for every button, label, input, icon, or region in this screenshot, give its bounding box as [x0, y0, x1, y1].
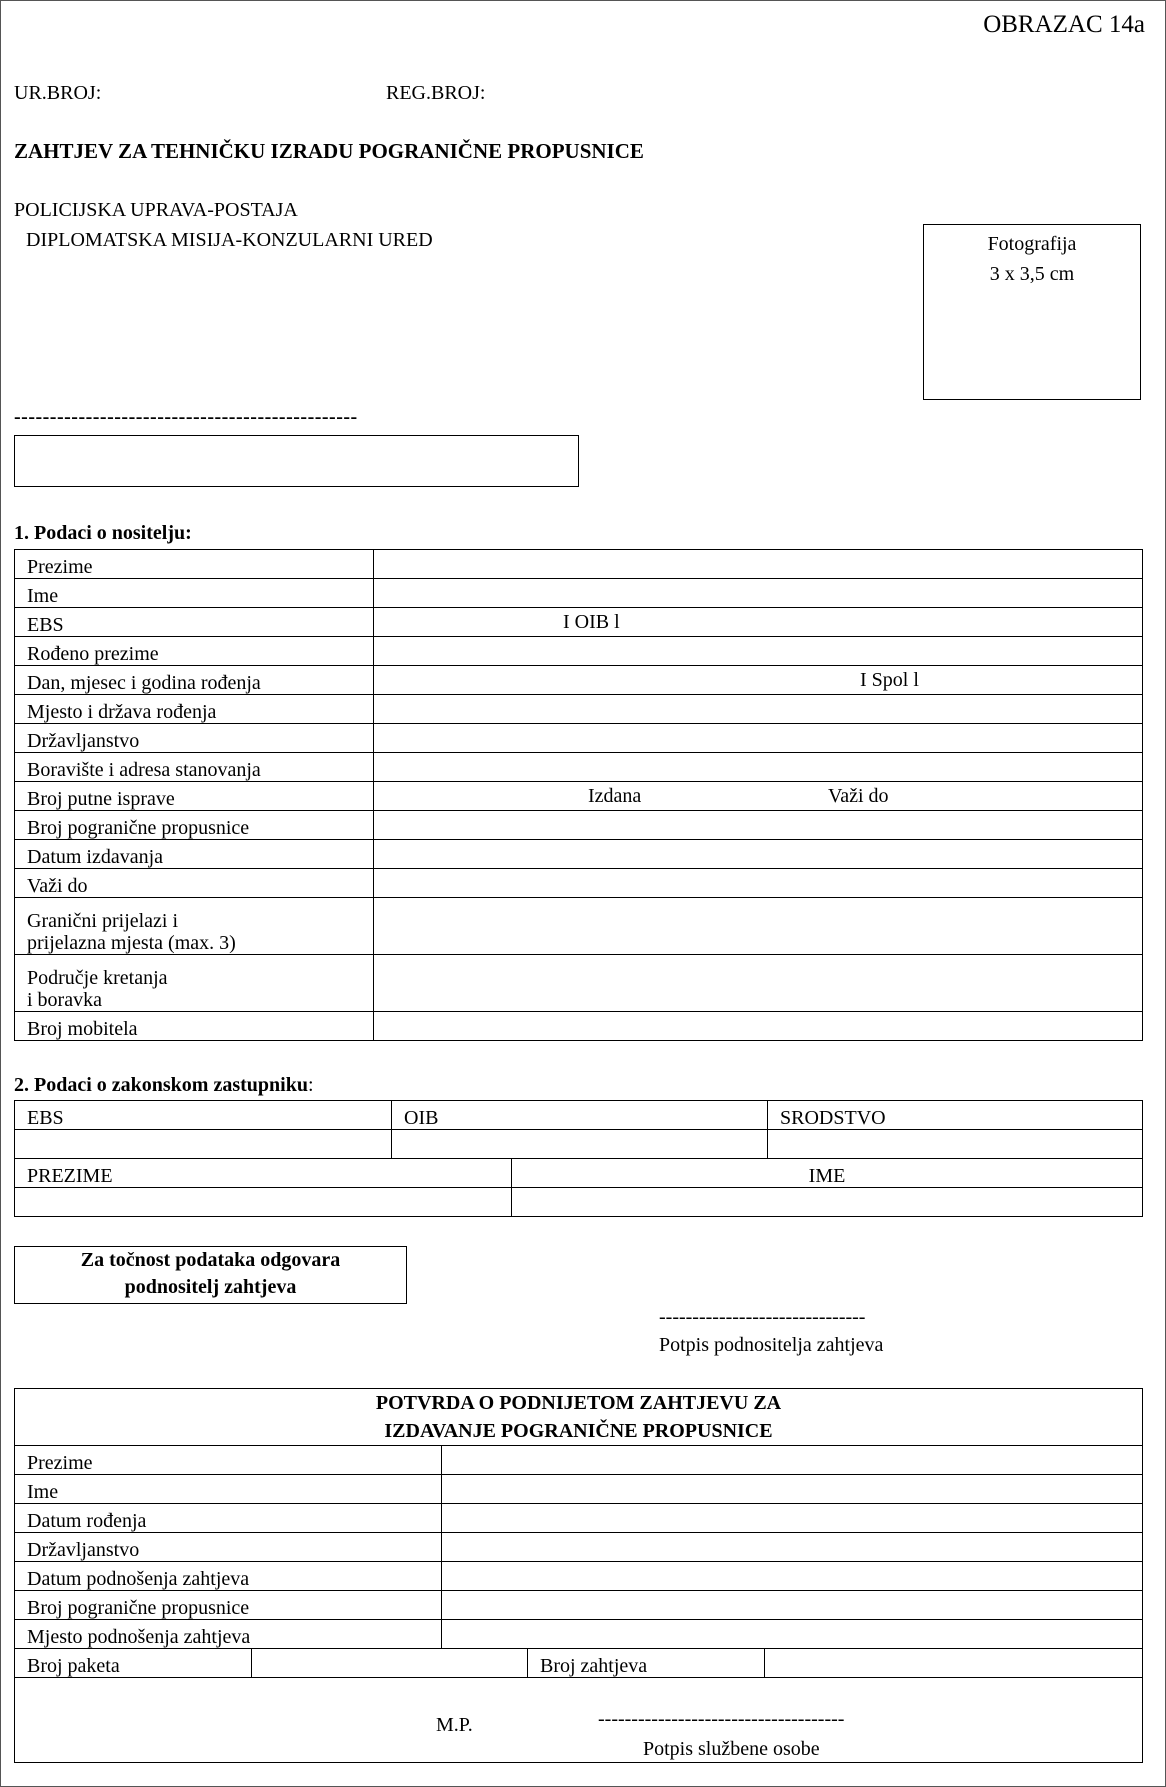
photo-size: 3 x 3,5 cm	[989, 263, 1075, 285]
row-label: Važi do	[15, 869, 374, 898]
row-label	[15, 955, 374, 1012]
ime-field[interactable]	[512, 1188, 1143, 1217]
value-field[interactable]	[442, 1446, 1143, 1475]
row-label-line: Područje kretanja	[27, 967, 168, 989]
section-2-heading-colon: :	[307, 1074, 314, 1096]
table-row	[15, 1446, 1143, 1475]
row-label-line: Granični prijelazi i	[27, 910, 179, 932]
row-label: Broj pogranične propusnice	[15, 1591, 442, 1620]
applicant-signature-label: Potpis podnositelja zahtjeva	[659, 1334, 884, 1356]
value-field[interactable]	[374, 608, 1143, 637]
value-field[interactable]	[374, 550, 1143, 579]
stamp-mark-label: M.P.	[436, 1714, 473, 1736]
reg-broj-label: REG.BROJ:	[386, 82, 486, 104]
accuracy-notice-box	[14, 1246, 407, 1304]
table-row	[15, 840, 1143, 869]
holder-data-table	[14, 549, 1143, 1041]
value-field[interactable]	[374, 579, 1143, 608]
value-field[interactable]	[374, 840, 1143, 869]
table-row	[15, 1188, 1143, 1217]
table-row	[15, 811, 1143, 840]
col-oib: OIB	[392, 1101, 768, 1130]
table-row	[15, 1533, 1143, 1562]
table-row	[15, 695, 1143, 724]
broj-paketa-field[interactable]	[252, 1649, 528, 1678]
authority-dash-line: ------------------------------------------------	[14, 406, 358, 428]
oib-field[interactable]	[392, 1130, 768, 1159]
row-label: Datum podnošenja zahtjeva	[15, 1562, 442, 1591]
row-label: Državljanstvo	[15, 724, 374, 753]
table-row	[15, 782, 1143, 811]
table-row	[15, 579, 1143, 608]
row-label: Rođeno prezime	[15, 637, 374, 666]
table-row	[15, 1504, 1143, 1533]
table-row	[15, 955, 1143, 1012]
photo-label: Fotografija	[987, 233, 1077, 255]
broj-paketa-label: Broj paketa	[15, 1649, 252, 1678]
value-field[interactable]	[442, 1504, 1143, 1533]
table-row	[15, 898, 1143, 955]
section-1-heading: 1. Podaci o nositelju:	[14, 522, 192, 544]
row-label: Prezime	[15, 1446, 442, 1475]
table-row	[15, 1475, 1143, 1504]
row-label: Državljanstvo	[15, 1533, 442, 1562]
value-field[interactable]	[374, 1012, 1143, 1041]
receipt-table	[14, 1388, 1143, 1763]
spol-inline-label: I Spol l	[860, 669, 919, 691]
form-title: ZAHTJEV ZA TEHNIČKU IZRADU POGRANIČNE PROPUSNICE	[14, 139, 644, 163]
row-label-line: i boravka	[27, 989, 102, 1011]
ebs-field[interactable]	[15, 1130, 392, 1159]
row-label: Ime	[15, 579, 374, 608]
col-ebs: EBS	[15, 1101, 392, 1130]
accuracy-notice-line: Za točnost podataka odgovara	[80, 1249, 341, 1271]
accuracy-notice-line: podnositelj zahtjeva	[124, 1276, 297, 1298]
table-row	[15, 724, 1143, 753]
oib-inline-label: I OIB l	[563, 611, 620, 633]
section-2-heading	[14, 1074, 314, 1097]
row-label-line: prijelazna mjesta (max. 3)	[27, 932, 236, 954]
col-ime: IME	[512, 1159, 1143, 1188]
value-field[interactable]	[442, 1591, 1143, 1620]
row-label: Datum rođenja	[15, 1504, 442, 1533]
value-field[interactable]	[442, 1533, 1143, 1562]
receipt-title	[15, 1389, 1143, 1446]
section-2-heading-text: 2. Podaci o zakonskom zastupniku	[14, 1074, 308, 1096]
representative-table-bottom	[14, 1158, 1143, 1217]
table-row	[15, 550, 1143, 579]
broj-zahtjeva-field[interactable]	[765, 1649, 1143, 1678]
table-row	[15, 1620, 1143, 1649]
table-row	[15, 1649, 1143, 1678]
table-row	[15, 753, 1143, 782]
col-srodstvo: SRODSTVO	[768, 1101, 1143, 1130]
col-prezime: PREZIME	[15, 1159, 512, 1188]
value-field[interactable]	[374, 637, 1143, 666]
row-label	[15, 898, 374, 955]
value-field[interactable]	[374, 666, 1143, 695]
vazi-do-inline-label: Važi do	[828, 785, 889, 807]
value-field[interactable]	[374, 724, 1143, 753]
srodstvo-field[interactable]	[768, 1130, 1143, 1159]
value-field[interactable]	[374, 782, 1143, 811]
prezime-field[interactable]	[15, 1188, 512, 1217]
value-field[interactable]	[374, 753, 1143, 782]
row-label: Mjesto i država rođenja	[15, 695, 374, 724]
table-row	[15, 608, 1143, 637]
table-row	[15, 637, 1143, 666]
value-field[interactable]	[374, 955, 1143, 1012]
table-row	[15, 869, 1143, 898]
row-label: Dan, mjesec i godina rođenja	[15, 666, 374, 695]
row-label: Prezime	[15, 550, 374, 579]
table-header-row	[15, 1101, 1143, 1130]
row-label: Broj mobitela	[15, 1012, 374, 1041]
ur-broj-label: UR.BROJ:	[14, 82, 102, 104]
receipt-title-line: IZDAVANJE POGRANIČNE PROPUSNICE	[384, 1420, 773, 1442]
table-row	[15, 1130, 1143, 1159]
table-row	[15, 1591, 1143, 1620]
signature-row	[15, 1678, 1143, 1763]
value-field[interactable]	[442, 1620, 1143, 1649]
authority-line-2: DIPLOMATSKA MISIJA-KONZULARNI URED	[26, 229, 433, 251]
row-label: Boravište i adresa stanovanja	[15, 753, 374, 782]
value-field[interactable]	[374, 898, 1143, 955]
table-row	[15, 666, 1143, 695]
value-field[interactable]	[374, 811, 1143, 840]
official-signature-line: -------------------------------------	[598, 1708, 845, 1730]
row-label: Broj pogranične propusnice	[15, 811, 374, 840]
table-header-row	[15, 1159, 1143, 1188]
photo-box	[923, 224, 1141, 400]
row-label: Datum izdavanja	[15, 840, 374, 869]
table-row	[15, 1012, 1143, 1041]
izdana-inline-label: Izdana	[588, 785, 642, 807]
row-label: Mjesto podnošenja zahtjeva	[15, 1620, 442, 1649]
value-field[interactable]	[374, 869, 1143, 898]
row-label: EBS	[15, 608, 374, 637]
value-field[interactable]	[374, 695, 1143, 724]
receipt-title-line: POTVRDA O PODNIJETOM ZAHTJEVU ZA	[375, 1392, 782, 1414]
receipt-header-row	[15, 1389, 1143, 1446]
broj-zahtjeva-label: Broj zahtjeva	[528, 1649, 765, 1678]
form-code: OBRAZAC 14a	[983, 11, 1145, 38]
row-label: Broj putne isprave	[15, 782, 374, 811]
row-label: Ime	[15, 1475, 442, 1504]
value-field[interactable]	[442, 1475, 1143, 1504]
official-signature-label: Potpis službene osobe	[643, 1738, 820, 1760]
value-field[interactable]	[442, 1562, 1143, 1591]
authority-name-field[interactable]	[14, 435, 579, 487]
authority-line-1: POLICIJSKA UPRAVA-POSTAJA	[14, 199, 298, 221]
applicant-signature-line: -------------------------------	[659, 1306, 866, 1328]
table-row	[15, 1562, 1143, 1591]
official-signature-area	[15, 1678, 1143, 1763]
representative-table-top	[14, 1100, 1143, 1159]
